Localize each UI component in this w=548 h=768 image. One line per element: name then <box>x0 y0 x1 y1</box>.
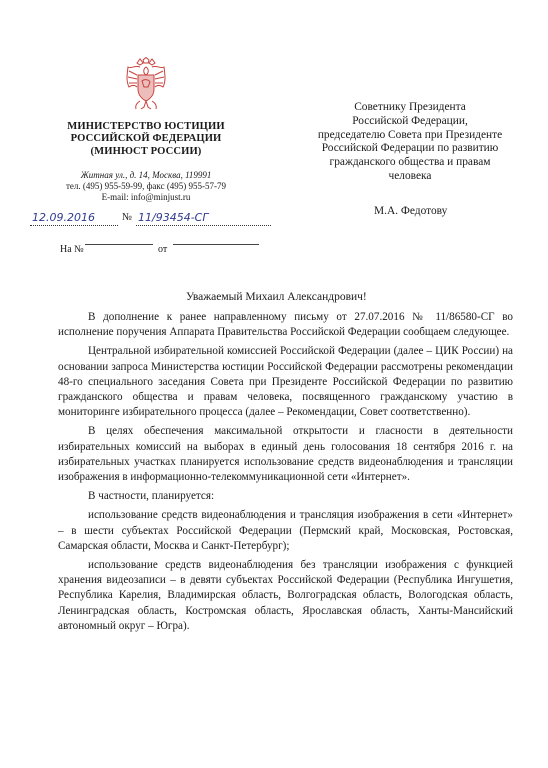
outgoing-registration <box>30 209 275 229</box>
addressee-line: Советнику Президента <box>354 101 466 113</box>
reference-line <box>60 244 260 260</box>
ministry-email: E-mail: info@minjust.ru <box>101 192 191 203</box>
body-paragraph: Центральной избирательной комиссией Российской Федерации (далее – ЦИК России) на основании запроса Министерства юстиции Российской Федерации рассмотрены рекомендации 48-го специального заседания Совета при Президенте Российской Федерации по развитию гражданского общества и правам человека, посвященного гражданскому участию в мониторинге избирательного процесса (далее – Рекомендации, Совет соответственно). <box>58 345 513 419</box>
reference-number-label: На № <box>60 244 84 255</box>
ministry-name-line: РОССИЙСКОЙ ФЕДЕРАЦИИ <box>70 133 222 145</box>
outgoing-number-label: № <box>122 212 133 223</box>
addressee-line: Российской Федерации по развитию <box>321 142 499 155</box>
ministry-name-line: МИНИСТЕРСТВО ЮСТИЦИИ <box>67 121 225 132</box>
reference-date-blank <box>173 244 259 245</box>
body-paragraph: В частности, планируется: <box>88 490 215 503</box>
number-dotted-line <box>136 225 271 226</box>
reference-number-blank <box>85 244 153 245</box>
body-paragraph: использование средств видеонаблюдения и трансляция изображения в сети «Интернет» – в шести субъектах Российской Федерации (Пермский край, Московская, Ростовская, Самарская области, Москва и Санкт-Петербург); <box>58 509 513 552</box>
ministry-address: Житная ул., д. 14, Москва, 119991 <box>80 170 212 180</box>
salutation: Уважаемый Михаил Александрович! <box>186 291 367 303</box>
letter-body <box>58 310 513 638</box>
body-paragraph: В целях обеспечения максимальной открытости и гласности в деятельности избирательных комиссий на выборах в единый день голосования 18 сентября 2016 г. на избирательных участках планируется использование средств видеонаблюдения и трансляции изображения в информационно-телекоммуникационной сети «Интернет». <box>58 425 513 484</box>
addressee-line: председателю Совета при Президенте <box>317 128 503 141</box>
ministry-name-block <box>48 121 244 158</box>
outgoing-date: 12.09.2016 <box>32 211 95 224</box>
addressee-line: Российской Федерации, <box>352 114 468 127</box>
reference-date-label: от <box>158 244 168 255</box>
addressee-line: человека <box>388 169 432 182</box>
addressee-line: гражданского общества и правам <box>329 156 491 169</box>
date-dotted-line <box>30 225 118 226</box>
russian-coat-of-arms-icon <box>123 57 169 115</box>
ministry-phone-fax: тел. (495) 955-59-99, факс (495) 955-57-79 <box>65 181 227 192</box>
outgoing-number: 11/93454-СГ <box>138 211 209 224</box>
ministry-name-line: (МИНЮСТ РОССИИ) <box>90 145 202 157</box>
addressee-name: М.А. Федотову <box>374 205 448 217</box>
addressee-block <box>300 101 520 184</box>
body-paragraph: использование средств видеонаблюдения без трансляции изображения с функцией хранения видеозаписи – в девяти субъектах Российской Федерации (Республика Ингушетия, Республика Карелия, Владимирская область, Волгоградская область, Вологодская область, Ленинградская область, Костромская область, Ярославская область, Ханты-Мансийский автономный округ – Югра). <box>58 559 513 632</box>
body-paragraph: В дополнение к ранее направленному письму от 27.07.2016 № 11/86580-СГ во исполнение поручения Аппарата Правительства Российской Федерации сообщаем следующее. <box>58 311 513 339</box>
ministry-contacts <box>48 170 244 204</box>
